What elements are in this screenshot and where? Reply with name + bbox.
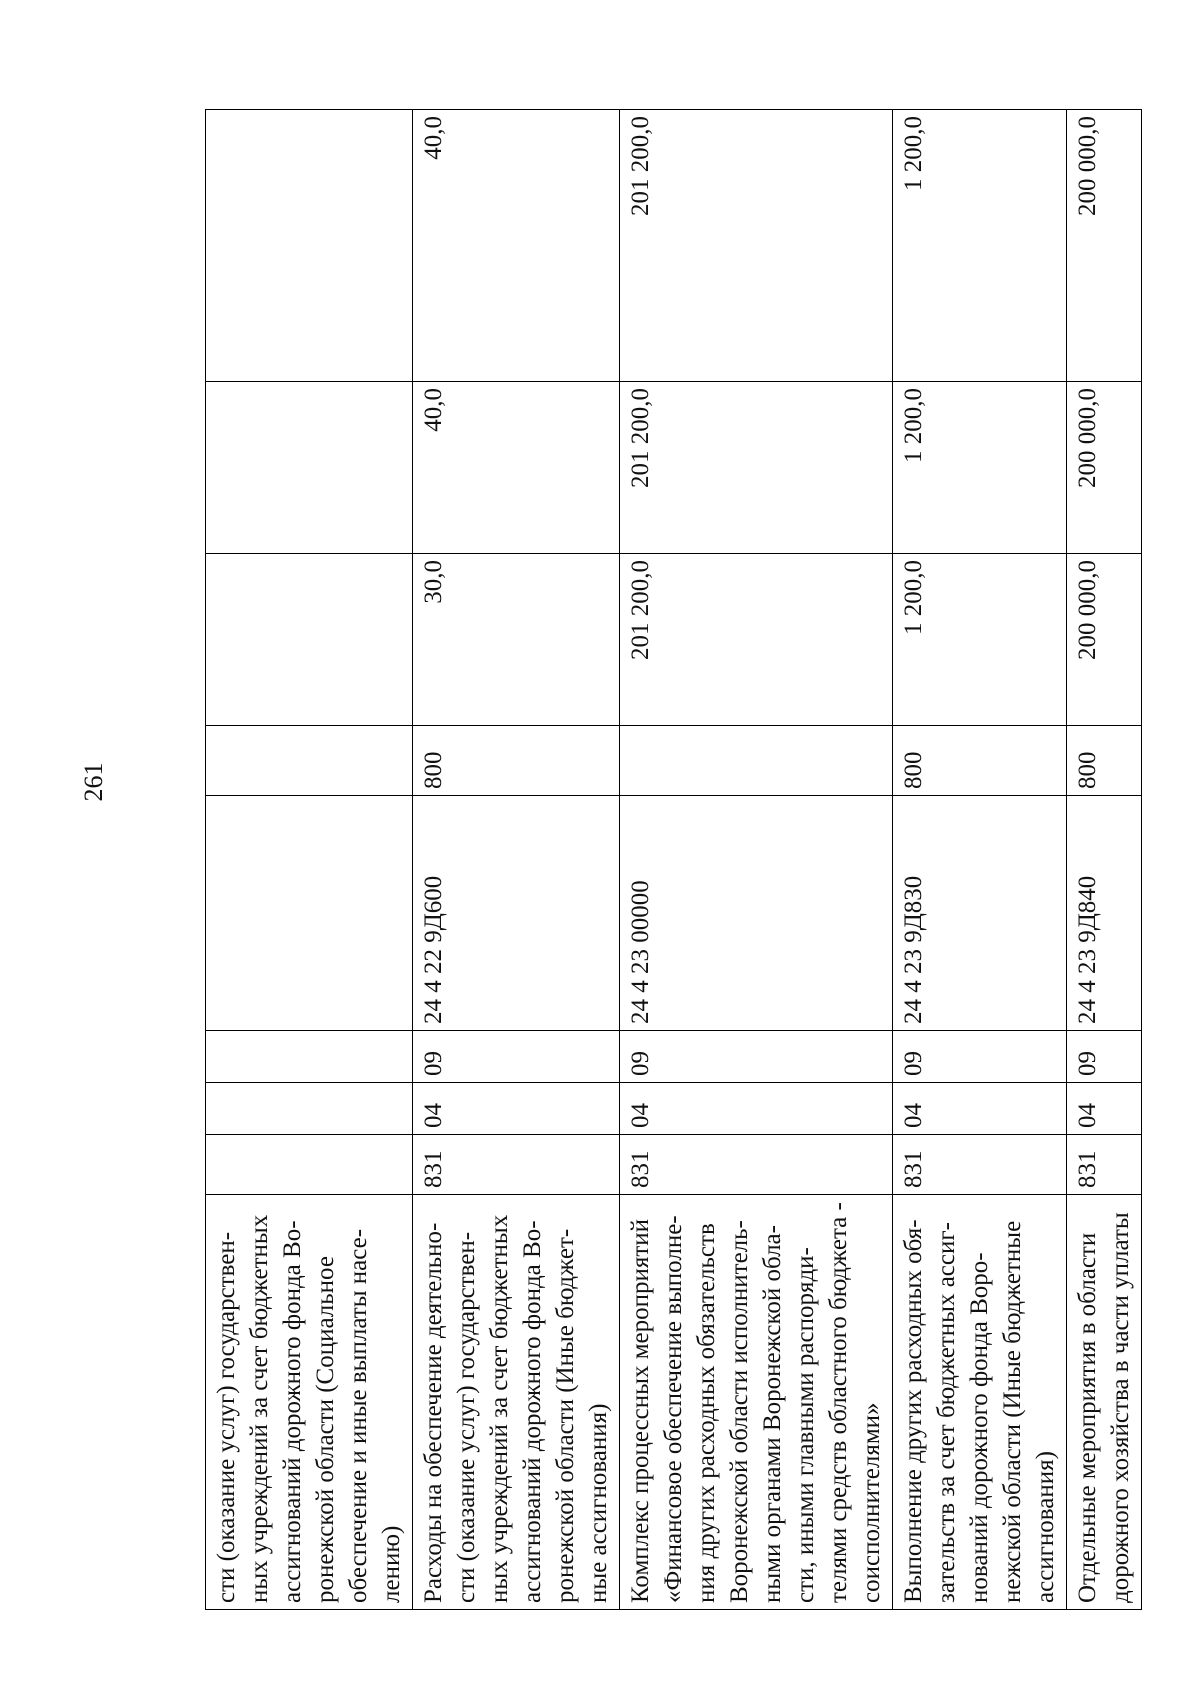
row-description: Расходы на обеспечение деятельно-сти (оказание услуг) государствен-ных учреждений за счет бюджетных ассигнований дорожного фонда Во-ронежской области (Иные бюджет-ные ассигнования) (413, 1195, 620, 1610)
grbs-code: 831 (1067, 1135, 1142, 1195)
amount-year-2 (206, 382, 413, 554)
amount-year-2: 1 200,0 (893, 382, 1067, 554)
amount-year-1: 200 000,0 (1067, 554, 1142, 726)
grbs-code: 831 (413, 1135, 620, 1195)
amount-year-1: 1 200,0 (893, 554, 1067, 726)
expense-type-code (206, 726, 413, 796)
amount-year-3: 40,0 (413, 110, 620, 382)
table-row (620, 110, 893, 1610)
expense-type-code: 800 (1067, 726, 1142, 796)
table-row (1067, 110, 1142, 1610)
amount-year-3: 200 000,0 (1067, 110, 1142, 382)
expense-type-code (620, 726, 893, 796)
target-article-code (206, 796, 413, 1031)
target-article-code: 24 4 23 9Д840 (1067, 796, 1142, 1031)
page-number: 261 (79, 762, 108, 802)
row-description: Отдельные мероприятия в области дорожного хозяйства в части уплаты (1067, 1195, 1142, 1610)
budget-table (205, 109, 1142, 1610)
target-article-code: 24 4 22 9Д600 (413, 796, 620, 1031)
target-article-code: 24 4 23 9Д830 (893, 796, 1067, 1031)
budget-table-rotated (205, 110, 1134, 1610)
expense-type-code: 800 (893, 726, 1067, 796)
section-code: 04 (620, 1083, 893, 1135)
row-description: Комплекс процессных мероприятий «Финансовое обеспечение выполне-ния других расходных обязательств Воронежской области исполнитель-ными органами Воронежской обла-сти, иными главными распоряди-телями средств областного бюджета - соисполнителями» (620, 1195, 893, 1610)
table-row (206, 110, 413, 1610)
subsection-code: 09 (413, 1031, 620, 1083)
amount-year-1: 201 200,0 (620, 554, 893, 726)
section-code: 04 (1067, 1083, 1142, 1135)
amount-year-3 (206, 110, 413, 382)
table-row (893, 110, 1067, 1610)
grbs-code: 831 (893, 1135, 1067, 1195)
amount-year-3: 201 200,0 (620, 110, 893, 382)
amount-year-2: 201 200,0 (620, 382, 893, 554)
amount-year-2: 40,0 (413, 382, 620, 554)
subsection-code: 09 (620, 1031, 893, 1083)
target-article-code: 24 4 23 00000 (620, 796, 893, 1031)
subsection-code: 09 (1067, 1031, 1142, 1083)
amount-year-1: 30,0 (413, 554, 620, 726)
table-row (413, 110, 620, 1610)
subsection-code (206, 1031, 413, 1083)
row-description: сти (оказание услуг) государствен-ных учреждений за счет бюджетных ассигнований дорожного фонда Во-ронежской области (Социальное обеспечение и иные выплаты насе-лению) (206, 1195, 413, 1610)
subsection-code: 09 (893, 1031, 1067, 1083)
amount-year-2: 200 000,0 (1067, 382, 1142, 554)
grbs-code (206, 1135, 413, 1195)
section-code: 04 (893, 1083, 1067, 1135)
row-description: Выполнение других расходных обя-зательств за счет бюджетных ассиг-нований дорожного фонда Воро-нежской области (Иные бюджетные ассигнования) (893, 1195, 1067, 1610)
grbs-code: 831 (620, 1135, 893, 1195)
amount-year-3: 1 200,0 (893, 110, 1067, 382)
amount-year-1 (206, 554, 413, 726)
section-code: 04 (413, 1083, 620, 1135)
expense-type-code: 800 (413, 726, 620, 796)
section-code (206, 1083, 413, 1135)
